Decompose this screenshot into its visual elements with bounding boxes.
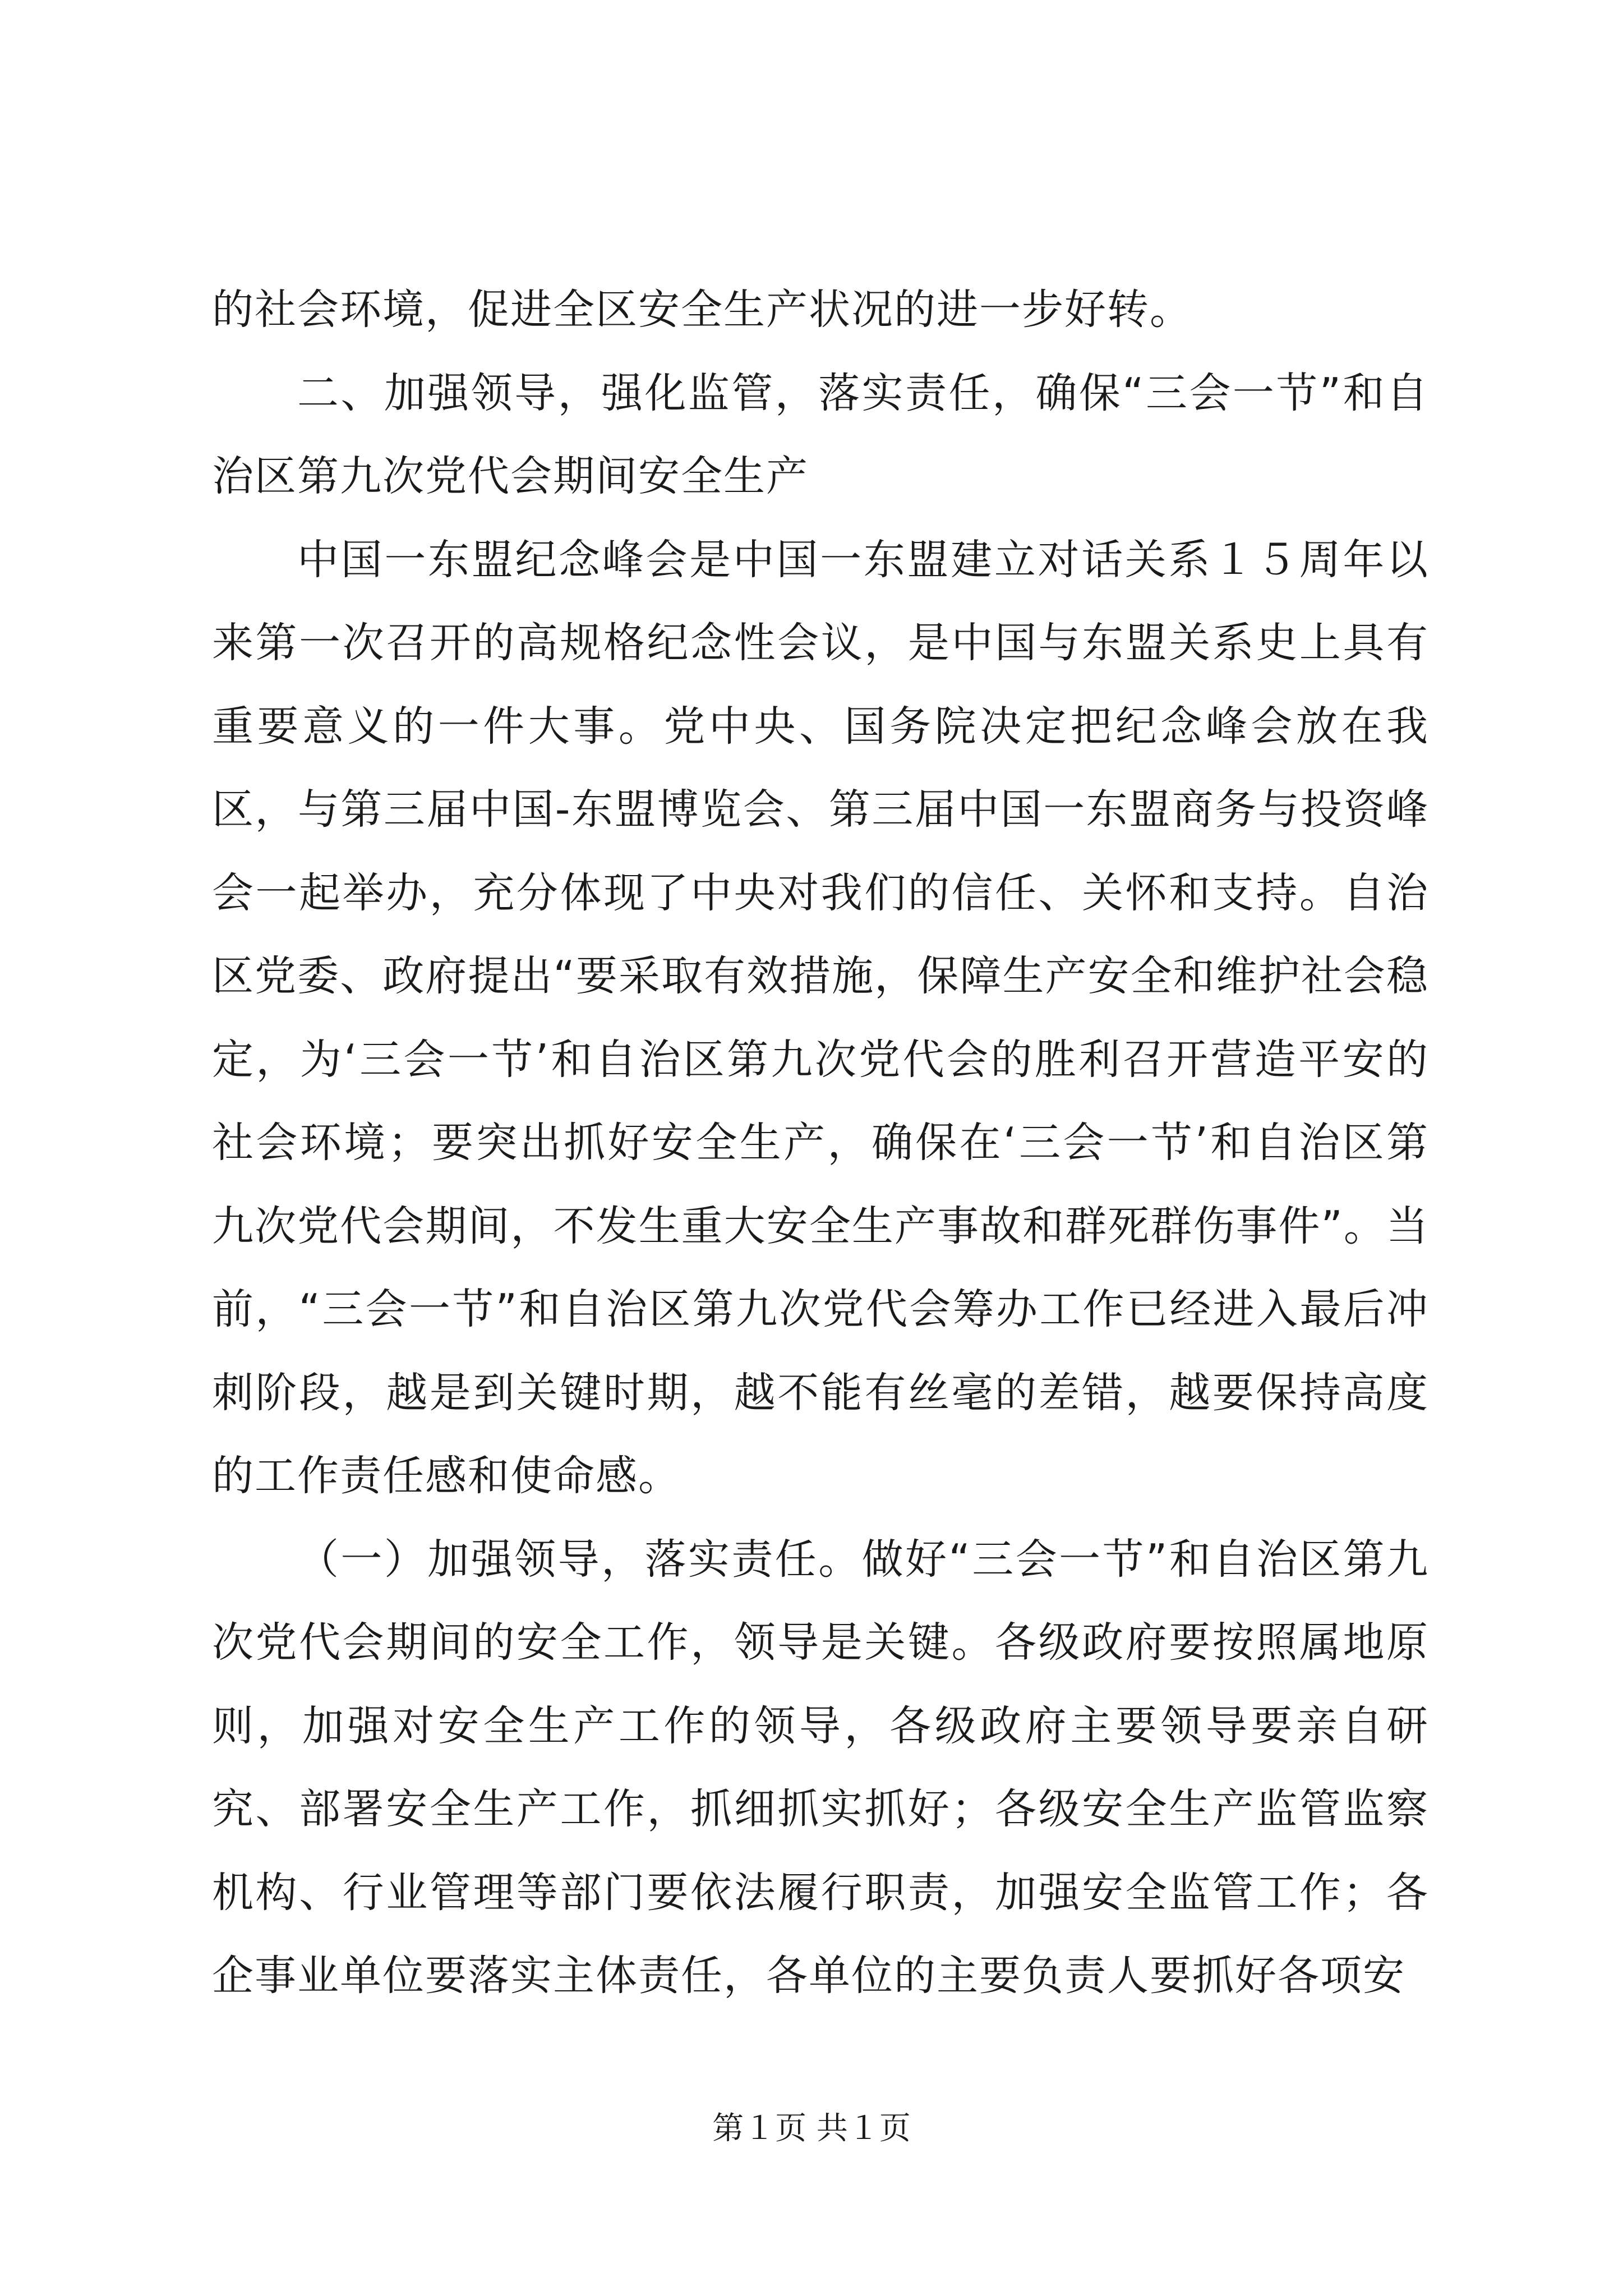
paragraph-summit: 中国一东盟纪念峰会是中国一东盟建立对话关系１５周年以来第一次召开的高规格纪念性会议，是中国与东盟关系史上具有重要意义的一件大事。党中央、国务院决定把纪念峰会放在我区，与第三届中国-东盟博览会、第三届中国一东盟商务与投资峰会一起举办，充分体现了中央对我们的信任、关怀和支持。自治区党委、政府提出“要采取有效措施，保障生产安全和维护社会稳定，为‘三会一节’和自治区第九次党代会的胜利召开营造平安的社会环境；要突出抓好安全生产，确保在‘三会一节’和自治区第九次党代会期间，不发生重大安全生产事故和群死群伤事件”。当前，“三会一节”和自治区第九次党代会筹办工作已经进入最后冲刺阶段，越是到关键时期，越不能有丝毫的差错，越要保持高度的工作责任感和使命感。 xyxy=(212,535,1429,1500)
section-heading: 二、加强领导，强化监管，落实责任，确保“三会一节”和自治区第九次党代会期间安全生产 xyxy=(212,369,1429,500)
document-body xyxy=(212,268,1429,2018)
paragraph-continuation: 的社会环境，促进全区安全生产状况的进一步好转。 xyxy=(212,286,1192,334)
page-footer: 第１页 共１页 xyxy=(712,2110,911,2147)
paragraph-leadership: （一）加强领导，落实责任。做好“三会一节”和自治区第九次党代会期间的安全工作，领导是关键。各级政府要按照属地原则，加强对安全生产工作的领导，各级政府主要领导要亲自研究、部署安全生产工作，抓细抓实抓好；各级安全生产监管监察机构、行业管理等部门要依法履行职责，加强安全监管工作；各企事业单位要落实主体责任，各单位的主要负责人要抓好各项安 xyxy=(212,1535,1429,2000)
